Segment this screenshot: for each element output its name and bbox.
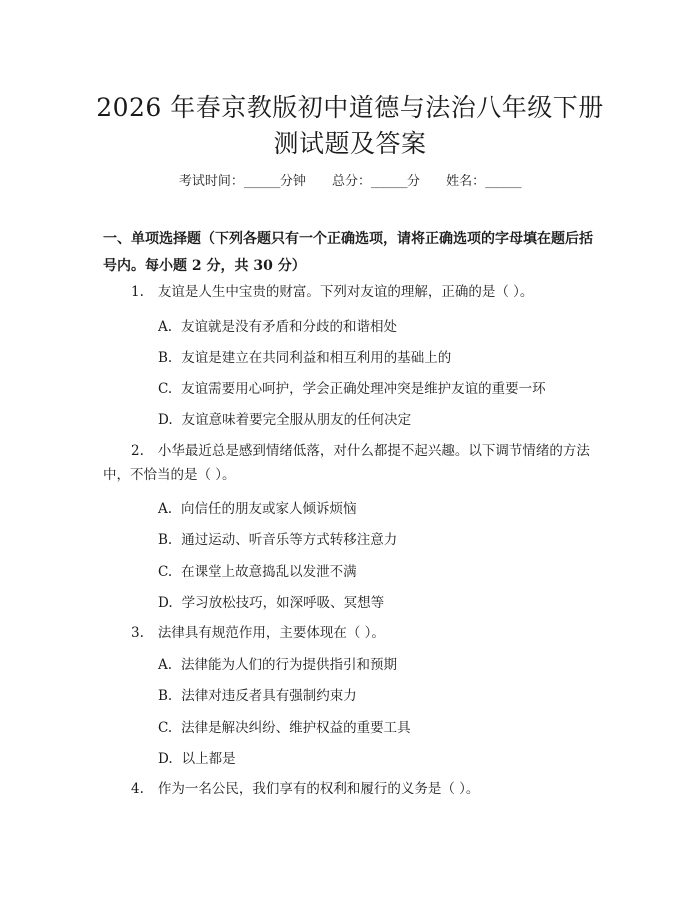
exam-time-label: 考试时间： <box>178 174 244 189</box>
option-text: 法律是解决纠纷、维护权益的重要工具 <box>181 720 411 736</box>
option-letter: C. <box>158 381 173 397</box>
option-letter: B. <box>158 532 173 548</box>
student-name-field <box>446 174 521 189</box>
question-3-option-d <box>158 747 598 767</box>
question-3-stem <box>103 621 603 645</box>
question-1-option-a <box>158 315 598 335</box>
option-letter: A. <box>158 501 173 517</box>
question-2-number: 2. <box>131 443 144 459</box>
question-1-option-b <box>158 346 598 366</box>
student-name-blank: ______ <box>485 174 522 189</box>
option-text: 以上都是 <box>181 751 236 767</box>
question-3-number: 3. <box>131 625 144 641</box>
total-score-field <box>332 174 420 189</box>
question-2-option-a <box>158 497 598 517</box>
option-letter: D. <box>158 412 173 428</box>
option-letter: D. <box>158 595 173 611</box>
question-2-option-b <box>158 528 598 548</box>
question-2-option-c <box>158 560 598 580</box>
option-letter: D. <box>158 751 173 767</box>
option-letter: B. <box>158 350 173 366</box>
question-3-option-a <box>158 653 598 673</box>
option-text: 友谊是建立在共同利益和相互利用的基础上的 <box>181 350 452 366</box>
document-title-line-2: 测试题及答案 <box>273 129 427 158</box>
total-score-label: 总分： <box>331 174 371 189</box>
option-text: 友谊就是没有矛盾和分歧的和谐相处 <box>181 319 398 335</box>
option-text: 法律对违反者具有强制约束力 <box>181 688 357 704</box>
question-2-stem <box>103 439 603 487</box>
option-letter: A. <box>158 319 173 335</box>
option-letter: C. <box>158 564 173 580</box>
question-3-option-b <box>158 684 598 704</box>
exam-time-field <box>179 174 306 189</box>
question-4-stem <box>103 777 603 801</box>
question-2-option-d <box>158 591 598 611</box>
section-heading: 一、单项选择题（下列各题只有一个正确选项，请将正确选项的字母填在题后括号内。每小题 2 分，共 30 分） <box>103 231 593 274</box>
question-1-number: 1. <box>131 284 144 300</box>
option-text: 在课堂上故意捣乱以发泄不满 <box>181 564 357 580</box>
question-3-text: 法律具有规范作用，主要体现在（ ）。 <box>157 625 385 641</box>
option-text: 学习放松技巧，如深呼吸、冥想等 <box>181 595 385 611</box>
question-1-text: 友谊是人生中宝贵的财富。下列对友谊的理解，正确的是（ ）。 <box>157 284 534 300</box>
exam-time-unit: 分钟 <box>279 174 306 189</box>
total-score-blank: ______ <box>371 174 407 189</box>
total-score-unit: 分 <box>407 174 421 189</box>
question-4-number: 4. <box>131 781 144 797</box>
question-1-option-c <box>158 377 598 397</box>
question-1-option-d <box>158 408 598 428</box>
option-letter: B. <box>158 688 173 704</box>
option-text: 向信任的朋友或家人倾诉烦恼 <box>181 501 357 517</box>
option-letter: A. <box>158 657 173 673</box>
exam-time-blank: ______ <box>243 174 280 189</box>
student-name-label: 姓名： <box>446 174 486 189</box>
question-1-stem <box>103 280 603 304</box>
exam-info-row <box>0 170 700 189</box>
option-text: 通过运动、听音乐等方式转移注意力 <box>181 532 398 548</box>
option-text: 法律能为人们的行为提供指引和预期 <box>181 657 398 673</box>
option-letter: C. <box>158 720 173 736</box>
question-4-text: 作为一名公民，我们享有的权利和履行的义务是（ ）。 <box>157 781 480 797</box>
option-text: 友谊意味着要完全服从朋友的任何决定 <box>181 412 412 428</box>
document-title-line-1: 2026 年春京教版初中道德与法治八年级下册 <box>96 93 604 122</box>
question-2-text: 小华最近总是感到情绪低落，对什么都提不起兴趣。以下调节情绪的方法中，不恰当的是（ ）。 <box>103 443 590 483</box>
question-3-option-c <box>158 716 598 736</box>
option-text: 友谊需要用心呵护，学会正确处理冲突是维护友谊的重要一环 <box>181 381 546 397</box>
